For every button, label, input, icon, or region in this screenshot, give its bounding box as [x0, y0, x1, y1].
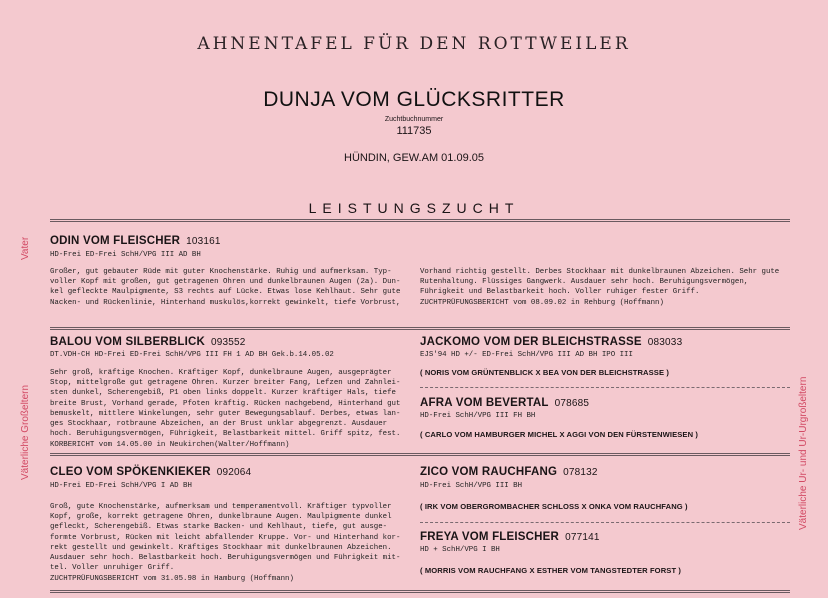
- grandfather-reg: 093552: [210, 337, 246, 348]
- grandfather-description: Sehr groß, kräftige Knochen. Kräftiger Kopf, dunkelbraune Augen, ausgeprägter Stop, mittelgroße gut getragene Ohren. Kurzer breiter Fang, Lefzen und Zahnlei- sten dunkel, Scherengebiß, P1 oben links doppelt. Kurzer kräftiger Hals, tiefe breite Brust, Vorhand gerade, Pfoten kräftig. Rücken nachgebend, Hinterhand gut bemuskelt, mittlere Winkelungen, sehr guter Bewegungsablauf. Derbes, etwas lan- ges Stockhaar, rotbraune Abzeichen, an der Brust unklar abgegrenzt. Ausdauer hoch. Beruhigungsvermögen, Führigkeit, Belastbarkeit mittel. Griff spitz, fest.: [50, 369, 401, 439]
- divider: [50, 219, 790, 222]
- grandmother-titles: HD-Frei ED-Frei SchH/VPG I AD BH: [50, 482, 192, 490]
- ggf2-name: [420, 466, 598, 478]
- divider: [420, 387, 790, 388]
- zuchtbuch-label: Zuchtbuchnummer: [384, 116, 444, 123]
- vater-name: [50, 235, 221, 247]
- vater-reg: 103161: [186, 236, 221, 247]
- divider: [50, 327, 790, 330]
- ggf1-reg: 083033: [647, 337, 683, 348]
- ggf2-name-text: ZICO VOM RAUCHFANG: [420, 466, 558, 478]
- grandfather-name: [50, 336, 246, 348]
- document-title: AHNENTAFEL FÜR DEN ROTTWEILER: [197, 34, 631, 54]
- grandmother-report: ZUCHTPRÜFUNGSBERICHT vom 31.05.98 in Hamburg (Hoffmann): [50, 575, 294, 583]
- ggf1-name: [420, 336, 682, 348]
- ggf1-titles: EJS'94 HD +/- ED-Frei SchH/VPG III AD BH IPO III: [420, 351, 633, 359]
- dog-name: DUNJA VOM GLÜCKSRITTER: [263, 88, 565, 111]
- ggm2-name-text: FREYA VOM FLEISCHER: [420, 531, 560, 543]
- vater-name-text: ODIN VOM FLEISCHER: [50, 235, 181, 247]
- ggm1-name-text: AFRA VOM BEVERTAL: [420, 397, 549, 409]
- ggf2-titles: HD-Frei SchH/VPG III BH: [420, 482, 523, 490]
- grandfather-report: KORBERICHT vom 14.05.00 in Neukirchen(Walter/Hoffmann): [50, 441, 290, 449]
- vater-description-left: Großer, gut gebauter Rüde mit guter Knochenstärke. Ruhig und aufmerksam. Typ- voller Kopf mit großen, gut getragenen Ohren und dunkelbraunen Augen (2a). Dun- kel gefleckte Maulpigmente, S3 rechts auf Lücke. Etwas lose Kehlhaut. Sehr gute Nacken- und Rückenlinie, Hinterhand muskulös,korrekt gewinkelt, tiefe Vorbrust,: [50, 268, 401, 307]
- ggf2-reg: 078132: [563, 467, 598, 478]
- side-label-urgrosseltern: Väterliche Ur- und Ur-Urgroßeltern: [798, 376, 809, 530]
- ggm1-name: [420, 397, 589, 409]
- sex-birth-line: HÜNDIN, GEW.AM 01.09.05: [344, 152, 484, 164]
- divider: [420, 522, 790, 523]
- side-label-vater: Vater: [20, 236, 31, 260]
- vater-description-right: Vorhand richtig gestellt. Derbes Stockhaar mit dunkelbraunen Abzeichen. Sehr gute Rutenhaltung. Flüssiges Gangwerk. Ausdauer sehr hoch. Beruhigungsvermögen, Führigkeit und Belastbarkeit hoch. Voller ruhiger fester Griff.: [420, 268, 780, 297]
- ggf1-name-text: JACKOMO VOM DER BLEICHSTRASSE: [420, 336, 642, 348]
- section-title: LEISTUNGSZUCHT: [308, 200, 520, 216]
- ggm1-titles: HD-Frei SchH/VPG III FH BH: [420, 412, 536, 420]
- divider: [50, 453, 790, 456]
- ggm2-name: [420, 531, 600, 543]
- ggf1-parents: ( NORIS VOM GRÜNTENBLICK X BEA VON DER BLEICHSTRASSE ): [420, 368, 669, 377]
- ggm2-titles: HD + SchH/VPG I BH: [420, 546, 500, 554]
- vater-report: ZUCHTPRÜFUNGSBERICHT vom 08.09.02 in Rehburg (Hoffmann): [420, 299, 664, 307]
- ggm1-reg: 078685: [554, 398, 590, 409]
- vater-titles: HD-Frei ED-Frei SchH/VPG III AD BH: [50, 251, 201, 259]
- grandmother-description: Groß, gute Knochenstärke, aufmerksam und temperamentvoll. Kräftiger typvoller Kopf, große, korrekt getragene Ohren, dunkelbraune Augen. Maulpigmente dunkel gefleckt, Scherengebiß. Etwas starke Backen- und Kehlhaut, tiefe, gut ausge- formte Vorbrust, Rücken mit leicht abfallender Kruppe. Vor- und Hinterhand kor- rekt gestellt und gewinkelt. Kräftiges Stockhaar mit dunkelbraunen Abzeichen. Ausdauer sehr hoch. Belastbarkeit hoch. Beruhigungsvermögen und Führigkeit mit- tel. Voller unruhiger Griff.: [50, 503, 401, 573]
- grandmother-name-text: CLEO VOM SPÖKENKIEKER: [50, 466, 211, 478]
- grandmother-name: [50, 466, 251, 478]
- ggm2-reg: 077141: [565, 532, 600, 543]
- ggf2-parents: ( IRK VOM OBERGROMBACHER SCHLOSS X ONKA VOM RAUCHFANG ): [420, 502, 688, 511]
- zuchtbuch-number: 111735: [396, 125, 432, 137]
- side-label-grosseltern: Väterliche Großeltern: [20, 384, 31, 480]
- grandfather-titles: DT.VDH-CH HD-Frei ED-Frei SchH/VPG III FH 1 AD BH Gek.b.14.05.02: [50, 351, 334, 359]
- ggm1-parents: ( CARLO VOM HAMBURGER MICHEL X AGGI VON DEN FÜRSTENWIESEN ): [420, 430, 699, 439]
- ggm2-parents: ( MORRIS VOM RAUCHFANG X ESTHER VOM TANGSTEDTER FORST ): [420, 566, 682, 575]
- grandfather-name-text: BALOU VOM SILBERBLICK: [50, 336, 205, 348]
- grandmother-reg: 092064: [216, 467, 252, 478]
- divider: [50, 590, 790, 593]
